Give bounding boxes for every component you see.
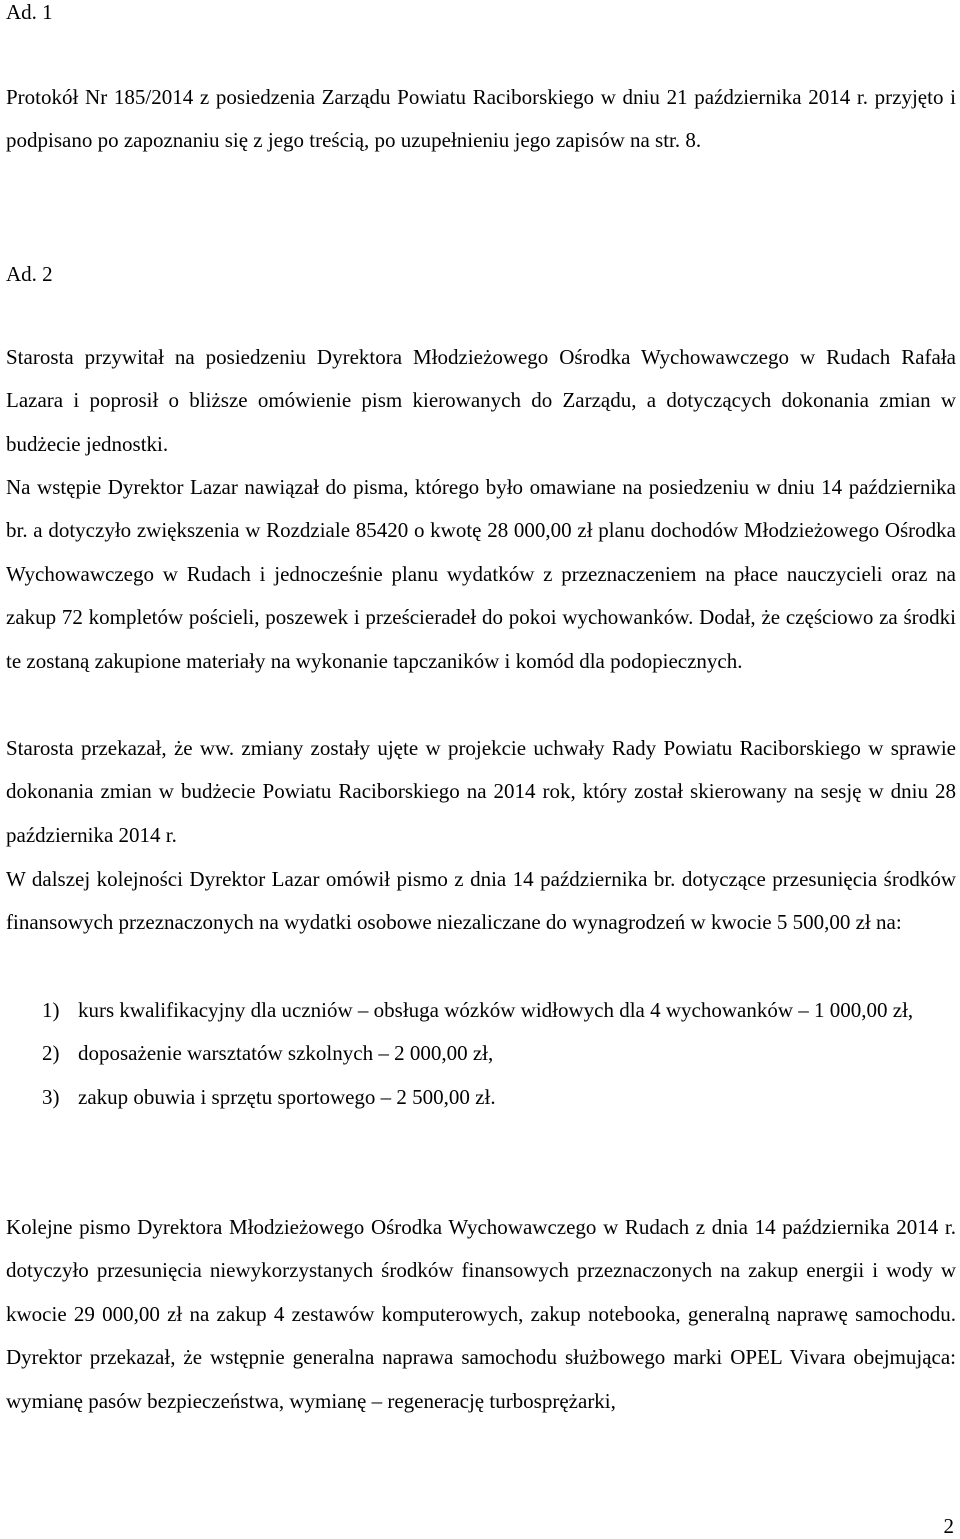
page-number: 2 bbox=[943, 1514, 954, 1538]
expense-list bbox=[6, 989, 956, 1119]
ad2-paragraph-4: W dalszej kolejności Dyrektor Lazar omówił pismo z dnia 14 października br. dotyczące przesunięcia środków finansowych przeznaczonych na wydatki osobowe niezaliczane do wynagrodzeń w kwocie 5 500,00 zł na: bbox=[6, 867, 956, 935]
list-item bbox=[6, 989, 956, 1032]
list-item bbox=[6, 1076, 956, 1119]
list-item-number: 3) bbox=[42, 1084, 60, 1109]
ad2-paragraph-3: Starosta przekazał, że ww. zmiany zostały ujęte w projekcie uchwały Rady Powiatu Raciborskiego w sprawie dokonania zmian w budżecie Powiatu Raciborskiego na 2014 rok, który został skierowany na sesję w dniu 28 października 2014 r. bbox=[6, 736, 956, 847]
ad2-paragraph-2: Na wstępie Dyrektor Lazar nawiązał do pisma, którego było omawiane na posiedzeniu w dniu 14 października br. a dotyczyło zwiększenia w Rozdziale 85420 o kwotę 28 000,00 zł planu dochodów Młodzieżowego Ośrodka Wychowawczego w Rudach i jednocześnie planu wydatków z przeznaczeniem na płace nauczycieli oraz na zakup 72 kompletów pościeli, poszewek i prześcieradeł do pokoi wychowanków. Dodał, że częściowo za środki te zostaną zakupione materiały na wykonanie tapczaników i komód dla podopiecznych. bbox=[6, 475, 956, 673]
list-item-text: zakup obuwia i sprzętu sportowego – 2 500,00 zł. bbox=[78, 1084, 496, 1109]
ad2-paragraph-5: Kolejne pismo Dyrektora Młodzieżowego Ośrodka Wychowawczego w Rudach z dnia 14 października 2014 r. dotyczyło przesunięcia niewykorzystanych środków finansowych przeznaczonych na zakup energii i wody w kwocie 29 000,00 zł na zakup 4 zestawów komputerowych, zakup notebooka, generalną naprawę samochodu. Dyrektor przekazał, że wstępnie generalna naprawa samochodu służbowego marki OPEL Vivara obejmująca: wymianę pasów bezpieczeństwa, wymianę – regenerację turbosprężarki, bbox=[6, 1215, 956, 1413]
list-item-number: 2) bbox=[42, 1041, 60, 1066]
list-item-text: kurs kwalifikacyjny dla uczniów – obsługa wózków widłowych dla 4 wychowanków – 1 000,00 zł, bbox=[78, 998, 914, 1022]
ad2-heading: Ad. 2 bbox=[6, 262, 53, 286]
ad2-paragraph-1: Starosta przywitał na posiedzeniu Dyrektora Młodzieżowego Ośrodka Wychowawczego w Rudach Rafała Lazara i poprosił o bliższe omówienie pism kierowanych do Zarządu, a dotyczących dokonania zmian w budżecie jednostki. bbox=[6, 345, 956, 456]
list-item bbox=[6, 1032, 956, 1075]
list-item-text: doposażenie warsztatów szkolnych – 2 000,00 zł, bbox=[78, 1041, 494, 1066]
ad1-paragraph: Protokół Nr 185/2014 z posiedzenia Zarządu Powiatu Raciborskiego w dniu 21 października 2014 r. przyjęto i podpisano po zapoznaniu się z jego treścią, po uzupełnieniu jego zapisów na str. 8. bbox=[6, 85, 956, 153]
list-item-number: 1) bbox=[42, 998, 60, 1022]
ad1-heading: Ad. 1 bbox=[6, 0, 53, 24]
